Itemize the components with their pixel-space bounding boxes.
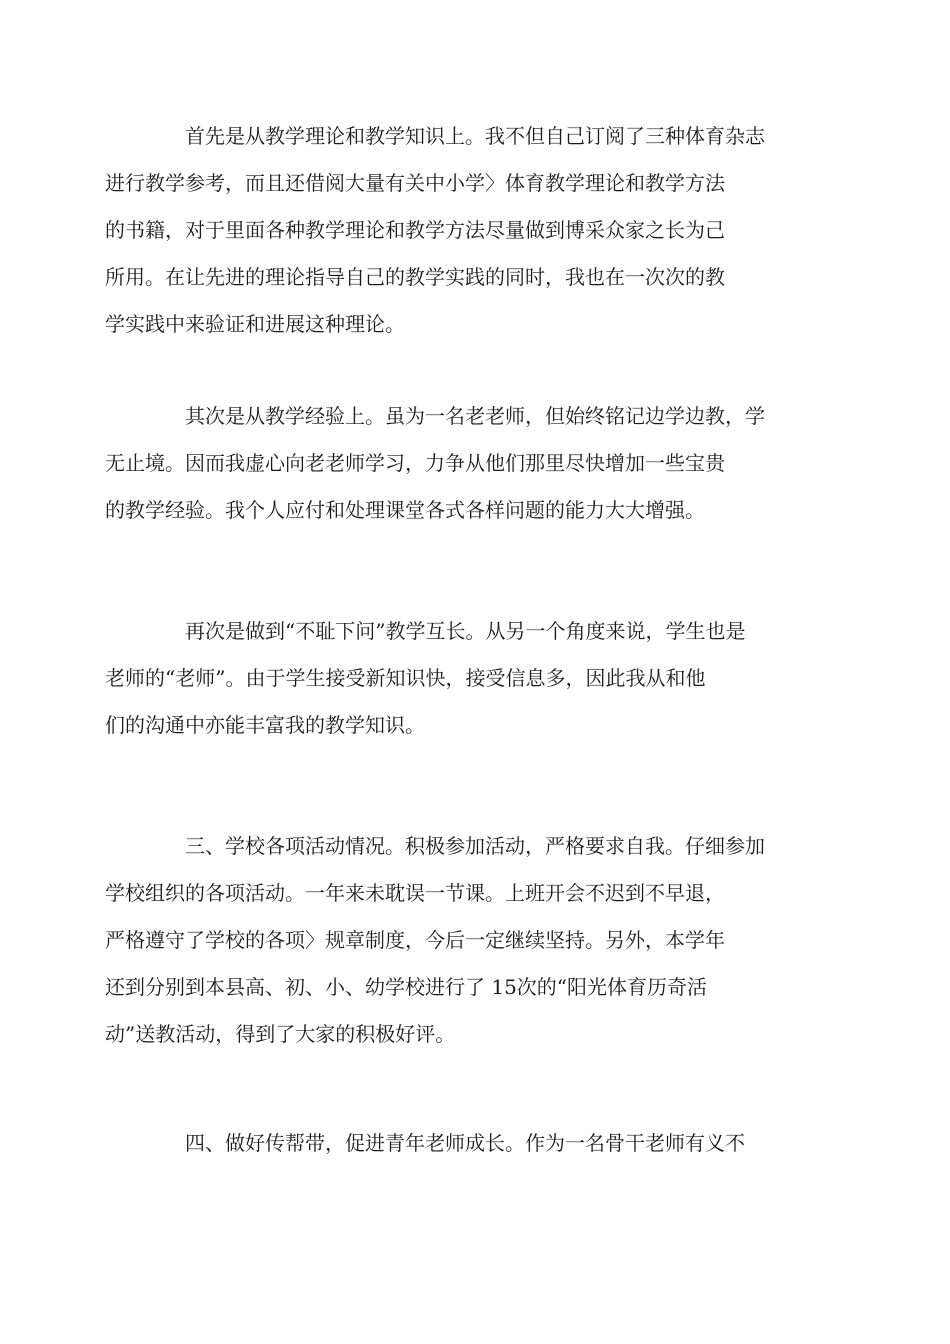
paragraph-school-activities: [105, 823, 805, 1058]
paragraph-theory: [105, 113, 805, 348]
text-line: 学实践中来验证和进展这种理论。: [105, 312, 405, 336]
paragraph-experience: [105, 393, 805, 534]
text-line: 进行教学参考，而且还借阅大量有关中小学〉体育教学理论和教学方法: [105, 171, 725, 195]
text-line: 们的沟通中亦能丰富我的教学知识。: [105, 713, 425, 737]
paragraph-learning-from-students: [105, 608, 805, 749]
text-line: 的教学经验。我个人应付和处理课堂各式各样问题的能力大大增强。: [105, 498, 705, 522]
text-line: 动”送教活动，得到了大家的积极好评。: [105, 1022, 456, 1046]
text-line: 学校组织的各项活动。一年来未耽误一节课。上班开会不迟到不早退，: [105, 881, 725, 905]
text-line: 严格遵守了学校的各项〉规章制度，今后一定继续坚持。另外，本学年: [105, 928, 725, 952]
text-line: 还到分别到本县高、初、小、幼学校进行了 15次的“阳光体育历奇活: [105, 975, 708, 999]
text-line: 四、做好传帮带，促进青年老师成长。作为一名骨干老师有义不: [185, 1131, 745, 1155]
text-line: 再次是做到“不耻下问”教学互长。从另一个角度来说，学生也是: [185, 619, 746, 643]
text-line: 所用。在让先进的理论指导自己的教学实践的同时，我也在一次次的教: [105, 265, 725, 289]
text-line: 的书籍，对于里面各种教学理论和教学方法尽量做到博采众家之长为己: [105, 218, 725, 242]
text-line: 老师的“老师”。由于学生接受新知识快，接受信息多，因此我从和他: [105, 666, 706, 690]
text-line: 三、学校各项活动情况。积极参加活动，严格要求自我。仔细参加: [185, 834, 765, 858]
text-line: 其次是从教学经验上。虽为一名老老师，但始终铭记边学边教，学: [185, 404, 765, 428]
text-line: 首先是从教学理论和教学知识上。我不但自己订阅了三种体育杂志: [185, 124, 765, 148]
text-line: 无止境。因而我虚心向老老师学习，力争从他们那里尽快增加一些宝贵: [105, 451, 725, 475]
paragraph-mentoring: [145, 1120, 805, 1167]
